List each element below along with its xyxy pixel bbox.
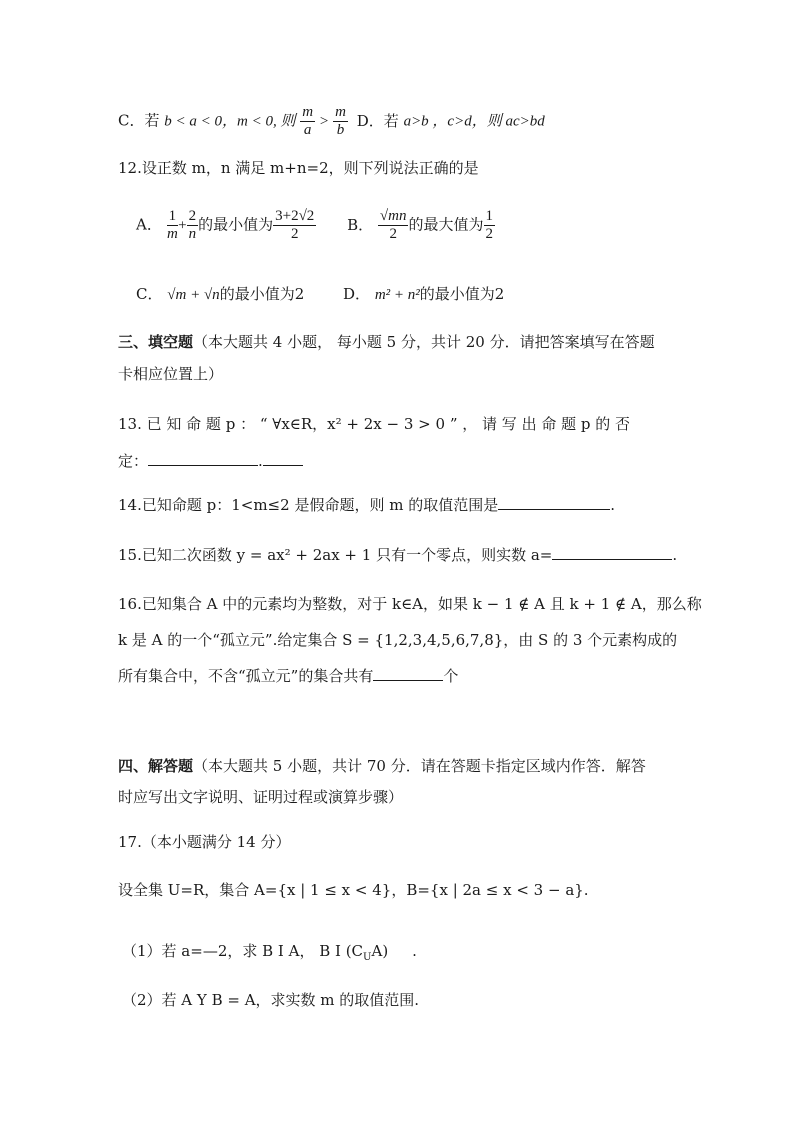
q12-options-cd xyxy=(136,284,504,305)
q17-sub1-subscript: U xyxy=(363,952,372,963)
q11-optD-prefix: D．若 xyxy=(356,111,399,130)
q16-text-3: 所有集合中，不含“孤立元”的集合共有 xyxy=(118,667,374,685)
q11-frac1-den: a xyxy=(303,122,312,138)
q12-optB-result-num: 1 xyxy=(485,208,493,224)
q16-line-2: k 是 A 的一个“孤立元”.给定集合 S = {1,2,3,4,5,6,7,8}，由 S 的 3 个元素构成的 xyxy=(118,631,678,649)
q11-optC-condition: b < a < 0，m < 0, 则 xyxy=(164,113,296,130)
q11-optC-fraction-1 xyxy=(300,104,315,139)
q17-stem: 设全集 U=R，集合 A={x | 1 ≤ x < 4}，B={x | 2a ≤ x < 3 − a}. xyxy=(118,881,589,899)
q11-frac2-num: m xyxy=(335,104,346,120)
q12-optB-result xyxy=(484,208,496,243)
q17-title: 17.（本小题满分 14 分） xyxy=(118,833,291,851)
q14-line xyxy=(118,495,615,515)
q12-optA-f1-den: m xyxy=(166,226,178,242)
q11-optC-prefix: C．若 xyxy=(118,111,160,130)
q11-optC-fraction-2 xyxy=(333,104,348,139)
q12-optA-result-num: 3+2√2 xyxy=(275,208,315,224)
q12-options-ab xyxy=(136,208,495,243)
q17-sub1-end: A) xyxy=(371,942,389,960)
q17-sub1-dot: . xyxy=(412,942,417,960)
q14-text: 14.已知命题 p：1<m≤2 是假命题，则 m 的取值范围是 xyxy=(118,496,499,514)
q12-optA-f1-num: 1 xyxy=(168,208,177,224)
q12-optC-text: 的最小值为2 xyxy=(219,285,305,303)
q11-options-cd xyxy=(118,104,545,139)
q12-optA-label: A． xyxy=(136,215,162,234)
q12-optA-f2-num: 2 xyxy=(188,208,197,224)
q12-optB-den: 2 xyxy=(389,226,397,242)
q15-end: . xyxy=(672,546,678,564)
q12-optC-expr: √m + √n xyxy=(167,287,220,303)
q13-text: 13. 已 知 命 题 p ： “ ∀x∈R，x² + 2x − 3 > 0 ” ， 请 写 出 命 题 p 的 否 xyxy=(118,415,631,433)
q11-frac1-num: m xyxy=(302,104,314,120)
q12-optD-label: D． xyxy=(343,285,371,303)
section4-heading-line xyxy=(118,756,646,776)
q17-sub1-text: （1）若 a=—2，求 B I A， B I (C xyxy=(122,942,364,960)
q17-sub2: （2）若 A Y B = A，求实数 m 的取值范围. xyxy=(122,991,420,1009)
section3-heading-line xyxy=(118,332,655,352)
q13-line-2 xyxy=(118,451,303,471)
q15-text: 15.已知二次函数 y = ax² + 2ax + 1 只有一个零点，则实数 a= xyxy=(118,546,553,564)
q13-dot: . xyxy=(258,452,263,470)
q12-optA-f2-den: n xyxy=(188,226,197,242)
q12-optB-result-den: 2 xyxy=(485,226,493,242)
q12-optD-expr: m² + n² xyxy=(374,287,420,303)
q17-sub1 xyxy=(122,941,417,968)
q13-answer-blank-1[interactable] xyxy=(148,451,258,466)
q12-optA-text: 的最小值为 xyxy=(198,215,274,234)
q12-optD-text: 的最小值为2 xyxy=(419,285,505,303)
q11-optD-condition: a>b ，c>d，则 ac>bd xyxy=(403,113,545,130)
q14-end: . xyxy=(610,496,615,514)
q12-optB-text: 的最大值为 xyxy=(408,215,484,234)
q16-answer-blank[interactable] xyxy=(373,666,443,681)
section4-desc-2: 时应写出文字说明、证明过程或演算步骤） xyxy=(118,788,404,806)
section4-desc-1: （本大题共 5 小题，共计 70 分．请在答题卡指定区域内作答．解答 xyxy=(193,757,646,775)
q14-answer-blank[interactable] xyxy=(498,495,610,510)
q12-optA-frac-1 xyxy=(167,208,179,243)
q15-answer-blank[interactable] xyxy=(552,545,672,560)
section3-desc-1: （本大题共 4 小题， 每小题 5 分，共计 20 分．请把答案填写在答题 xyxy=(193,333,655,351)
q12-optB-frac xyxy=(378,208,409,243)
q13-text-2: 定： xyxy=(118,452,149,470)
q12-stem: 12.设正数 m，n 满足 m+n=2，则下列说法正确的是 xyxy=(118,159,479,177)
q11-optC-gt: > xyxy=(319,113,329,130)
section3-heading: 三、填空题 xyxy=(118,333,194,351)
q16-line-1: 16.已知集合 A 中的元素均为整数，对于 k∈A，如果 k − 1 ∉ A 且 k + 1 ∉ A，那么称 xyxy=(118,595,702,613)
q12-optA-plus: + xyxy=(178,217,187,234)
section3-desc-2: 卡相应位置上） xyxy=(118,365,224,383)
q13-line-1 xyxy=(118,414,674,434)
q16-end: 个 xyxy=(443,667,459,685)
q12-optA-result xyxy=(273,208,316,243)
q15-line xyxy=(118,545,677,565)
section4-heading: 四、解答题 xyxy=(118,757,194,775)
q16-line-3 xyxy=(118,666,458,686)
q13-answer-blank-2[interactable] xyxy=(263,451,303,466)
q12-optA-result-den: 2 xyxy=(290,226,299,242)
q12-optB-label: B． xyxy=(347,215,374,234)
q12-optA-frac-2 xyxy=(187,208,199,243)
q12-optC-label: C． xyxy=(136,285,163,303)
q12-optB-num: √mn xyxy=(379,208,407,224)
q11-frac2-den: b xyxy=(336,122,345,138)
